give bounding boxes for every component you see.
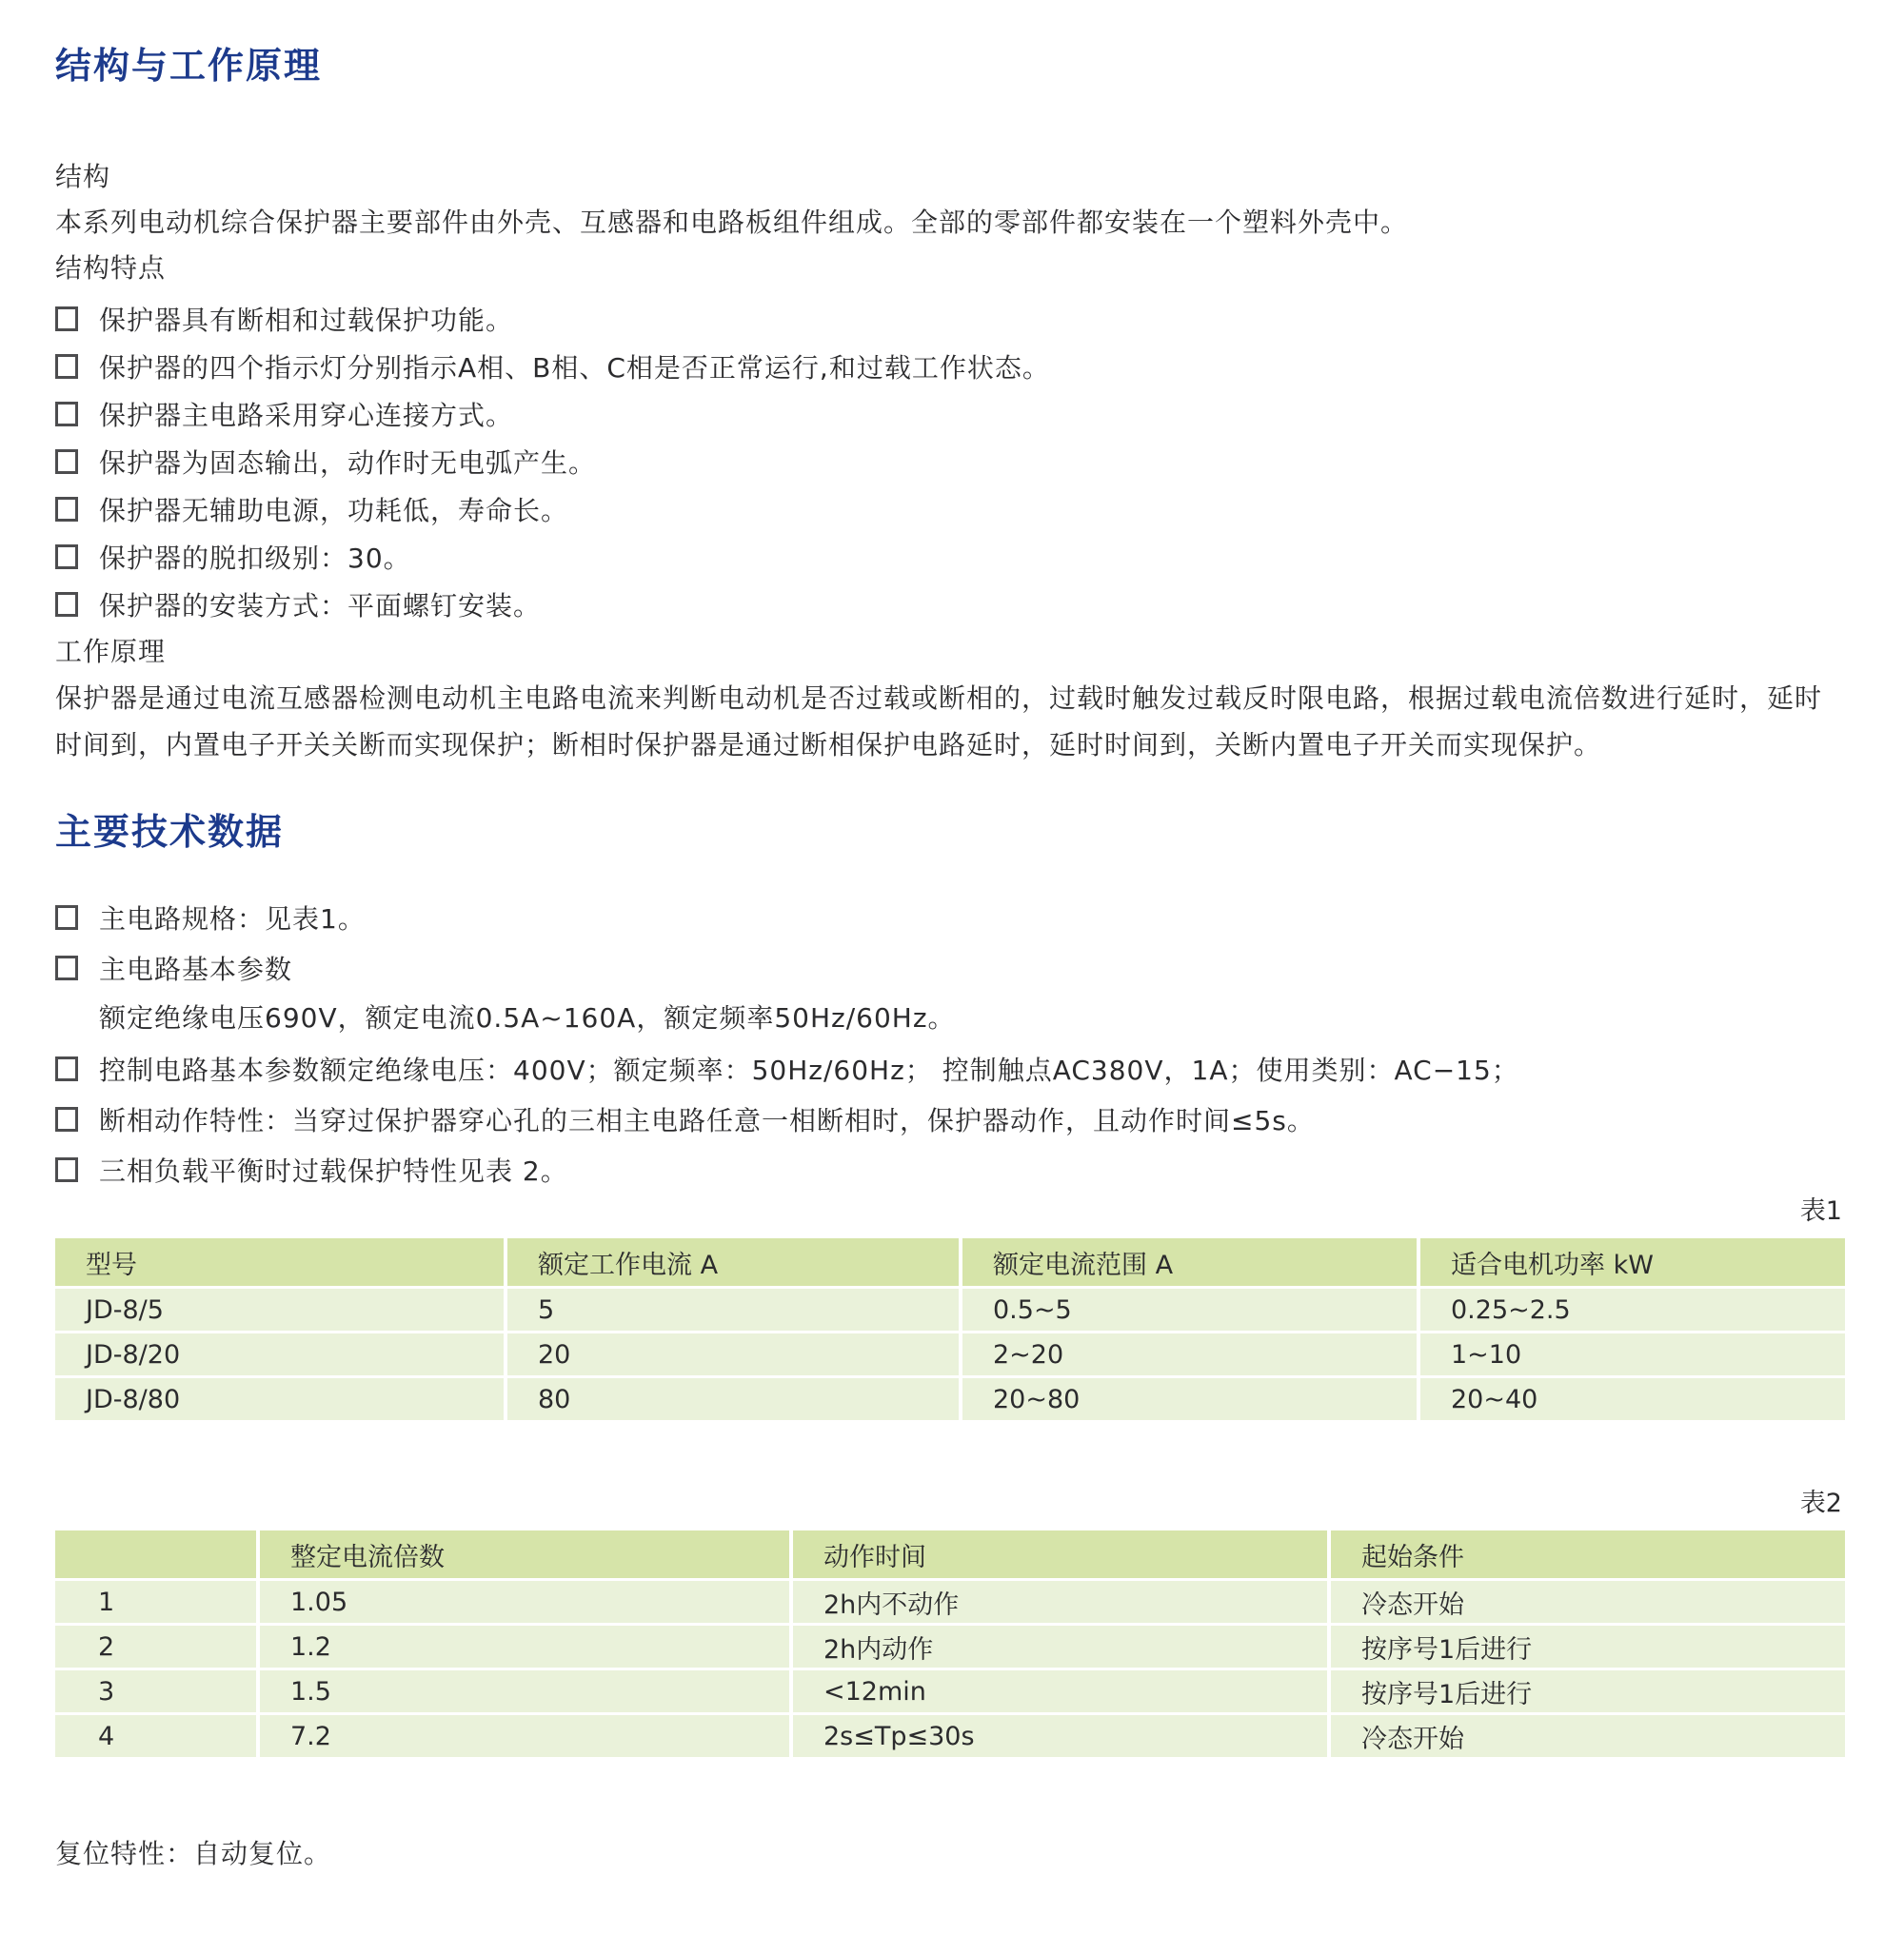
checkbox-icon (55, 354, 78, 379)
feature-item (55, 533, 1842, 581)
table1-cell: 20~80 (962, 1378, 1420, 1420)
checkbox-icon (55, 905, 78, 930)
feature-text: 保护器为固态输出，动作时无电弧产生。 (99, 447, 597, 479)
table1-cell: 5 (507, 1289, 962, 1333)
structure-subtitle: 结构 (55, 161, 111, 192)
table2-cell: 7.2 (260, 1715, 793, 1757)
table1-cell: JD-8/80 (55, 1378, 507, 1420)
table1-row (55, 1378, 1845, 1420)
principle-paragraph: 保护器是通过电流互感器检测电动机主电路电流来判断电动机是否过载或断相的，过载时触发过载反时限电路，根据过载电流倍数进行延时，延时时间到，内置电子开关关断而实现保护；断相时保护器是通过断相保护电路延时，延时时间到，关断内置电子开关而实现保护。 (55, 682, 1823, 760)
table2-cell: 3 (55, 1670, 260, 1715)
feature-text: 保护器具有断相和过载保护功能。 (99, 305, 514, 336)
table1-header-row (55, 1238, 1845, 1289)
feature-item (55, 343, 1842, 390)
table2-header-start-condition: 起始条件 (1331, 1530, 1845, 1581)
working-principle (55, 628, 1842, 768)
table1-header-motor-power: 适合电机功率 kW (1420, 1238, 1845, 1289)
table2-cell: 1.5 (260, 1670, 793, 1715)
feature-item (55, 438, 1842, 485)
checkbox-icon (55, 1107, 78, 1132)
feature-text: 保护器的四个指示灯分别指示A相、B相、C相是否正常运行,和过载工作状态。 (99, 352, 1050, 384)
table2-cell: 按序号1后进行 (1331, 1626, 1845, 1670)
tech-item (55, 1144, 1842, 1195)
checkbox-icon (55, 306, 78, 331)
structure-intro (55, 154, 1842, 291)
feature-text: 保护器的安装方式：平面螺钉安装。 (99, 590, 542, 622)
checkbox-icon (55, 592, 78, 617)
table2-header-current-multiple: 整定电流倍数 (260, 1530, 793, 1581)
table2-cell: 按序号1后进行 (1331, 1670, 1845, 1715)
table2-cell: 冷态开始 (1331, 1581, 1845, 1626)
tech-item (55, 1094, 1842, 1144)
table2-cell: 2s≤Tp≤30s (793, 1715, 1331, 1757)
feature-item (55, 390, 1842, 438)
tech-item (55, 892, 1842, 942)
feature-text: 保护器的脱扣级别：30。 (99, 543, 411, 574)
table2-row (55, 1626, 1845, 1670)
table1-cell: 0.5~5 (962, 1289, 1420, 1333)
table2-row (55, 1581, 1845, 1626)
tech-item (55, 942, 1842, 993)
table1-header-rated-current: 额定工作电流 A (507, 1238, 962, 1289)
table1-cell: 80 (507, 1378, 962, 1420)
table1-row (55, 1289, 1845, 1333)
table1-cell: 1~10 (1420, 1333, 1845, 1378)
table2-cell: 1.2 (260, 1626, 793, 1670)
table2-row (55, 1670, 1845, 1715)
feature-item (55, 581, 1842, 628)
reset-characteristic-note: 复位特性：自动复位。 (55, 1838, 332, 1869)
checkbox-icon (55, 402, 78, 426)
tech-text: 主电路规格：见表1。 (99, 902, 366, 935)
tech-text: 主电路基本参数 (99, 953, 293, 985)
feature-text: 保护器主电路采用穿心连接方式。 (99, 400, 514, 431)
table2-overload-protection (55, 1530, 1845, 1757)
checkbox-icon (55, 1157, 78, 1182)
table1-cell: JD-8/20 (55, 1333, 507, 1378)
table2-header-action-time: 动作时间 (793, 1530, 1331, 1581)
tech-item (55, 1043, 1842, 1094)
table1-cell: 20 (507, 1333, 962, 1378)
table1-cell: 0.25~2.5 (1420, 1289, 1845, 1333)
table1-cell: 2~20 (962, 1333, 1420, 1378)
table2-label: 表2 (1799, 1489, 1842, 1518)
table2-cell: <12min (793, 1670, 1331, 1715)
tech-data-list (55, 892, 1842, 1195)
table1-label: 表1 (1799, 1196, 1842, 1226)
table1-main-circuit-specs (55, 1238, 1845, 1420)
feature-item (55, 295, 1842, 343)
table1-row (55, 1333, 1845, 1378)
feature-text: 保护器无辅助电源，功耗低，寿命长。 (99, 495, 569, 526)
principle-subtitle: 工作原理 (55, 636, 167, 667)
table1-header-current-range: 额定电流范围 A (962, 1238, 1420, 1289)
checkbox-icon (55, 956, 78, 980)
table2-cell: 2h内动作 (793, 1626, 1331, 1670)
checkbox-icon (55, 449, 78, 474)
table2-cell: 2 (55, 1626, 260, 1670)
features-subtitle: 结构特点 (55, 252, 167, 284)
section-title-structure: 结构与工作原理 (55, 45, 323, 87)
table2-header-row (55, 1530, 1845, 1581)
table2-header-seq (55, 1530, 260, 1581)
table2-row (55, 1715, 1845, 1757)
checkbox-icon (55, 544, 78, 569)
table1-cell: JD-8/5 (55, 1289, 507, 1333)
table1-cell: 20~40 (1420, 1378, 1845, 1420)
checkbox-icon (55, 497, 78, 522)
tech-text: 断相动作特性：当穿过保护器穿心孔的三相主电路任意一相断相时，保护器动作，且动作时间≤5s。 (99, 1104, 1315, 1136)
tech-text: 控制电路基本参数额定绝缘电压：400V；额定频率：50Hz/60Hz； 控制触点AC380V，1A；使用类别：AC−15； (99, 1054, 1519, 1086)
table2-cell: 1 (55, 1581, 260, 1626)
table2-cell: 1.05 (260, 1581, 793, 1626)
table1-header-model: 型号 (55, 1238, 507, 1289)
table2-cell: 冷态开始 (1331, 1715, 1845, 1757)
feature-list (55, 295, 1842, 628)
table2-cell: 2h内不动作 (793, 1581, 1331, 1626)
tech-text: 三相负载平衡时过载保护特性见表 2。 (99, 1155, 568, 1187)
section-title-tech-data: 主要技术数据 (55, 811, 285, 853)
structure-paragraph: 本系列电动机综合保护器主要部件由外壳、互感器和电路板组件组成。全部的零部件都安装在一个塑料外壳中。 (55, 207, 1409, 238)
tech-item-detail: 额定绝缘电压690V，额定电流0.5A~160A，额定频率50Hz/60Hz。 (99, 1002, 956, 1034)
table2-cell: 4 (55, 1715, 260, 1757)
feature-item (55, 485, 1842, 533)
checkbox-icon (55, 1056, 78, 1081)
